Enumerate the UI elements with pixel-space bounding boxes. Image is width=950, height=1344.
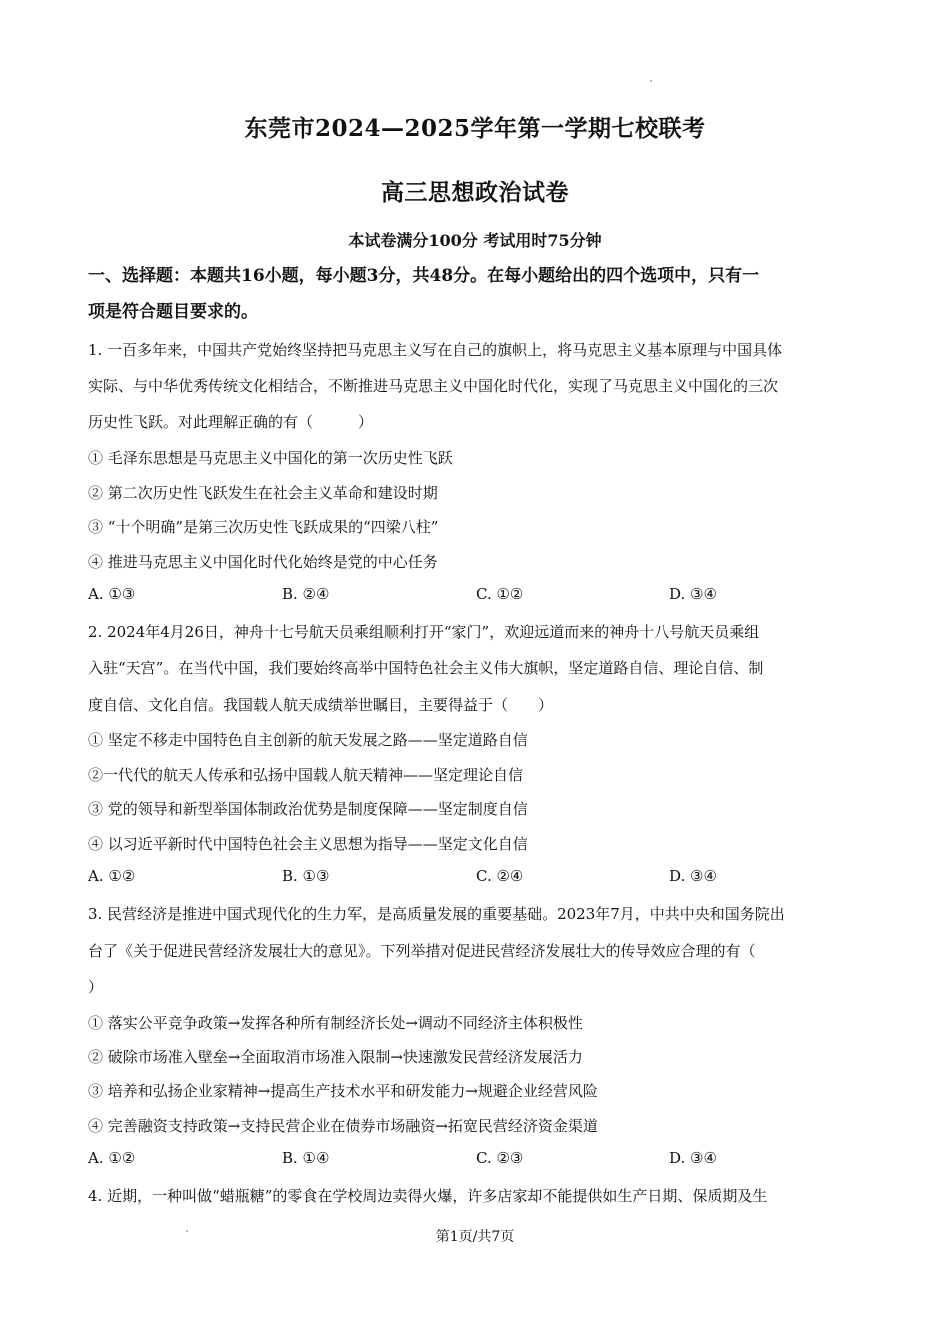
question-text: 实际、与中华优秀传统文化相结合，不断推进马克思主义中国化时代化，实现了马克思主义中国化的三次 — [88, 377, 779, 395]
statement-item: ② 第二次历史性飞跃发生在社会主义革命和建设时期 — [88, 484, 438, 502]
statement-item: ④ 完善融资支持政策→支持民营企业在债券市场融资→拓宽民营经济资金渠道 — [88, 1117, 598, 1135]
statement-item: ④ 以习近平新时代中国特色社会主义思想为指导——坚定文化自信 — [88, 835, 528, 853]
statement-item: ③ “十个明确”是第三次历史性飞跃成果的“四梁八柱” — [88, 518, 439, 536]
statement-item: ② 破除市场准入壁垒→全面取消市场准入限制→快速激发民营经济发展活力 — [88, 1048, 583, 1066]
question-text: 1. 一百多年来，中国共产党始终坚持把马克思主义写在自己的旗帜上，将马克思主义基本原理与中国具体 — [88, 341, 783, 359]
exam-title: 东莞市2024—2025学年第一学期七校联考 — [244, 115, 706, 142]
question-text: 3. 民营经济是推进中国式现代化的生力军，是高质量发展的重要基础。2023年7月，中共中央和国务院出 — [88, 905, 785, 923]
question-text: 入驻“天宫”。在当代中国，我们要始终高举中国特色社会主义伟大旗帜，坚定道路自信、理论自信、制 — [88, 659, 764, 677]
statement-item: ④ 推进马克思主义中国化时代化始终是党的中心任务 — [88, 553, 438, 571]
statement-item: ③ 培养和弘扬企业家精神→提高生产技术水平和研发能力→规避企业经营风险 — [88, 1082, 598, 1100]
answer-option-b: B. ②④ — [282, 585, 330, 603]
question-text: 度自信、文化自信。我国载人航天成绩举世瞩目，主要得益于（ ） — [88, 696, 554, 714]
question-text: 台了《关于促进民营经济发展壮大的意见》。下列举措对促进民营经济发展壮大的传导效应合理的有（ — [88, 942, 756, 960]
question-text: 历史性飞跃。对此理解正确的有（ ） — [88, 413, 374, 431]
answer-option-a: A. ①② — [88, 867, 136, 885]
exam-info: 本试卷满分100分 考试用时75分钟 — [348, 231, 602, 250]
section-heading-line-2: 项是符合题目要求的。 — [88, 302, 258, 322]
section-heading-line-1: 一、选择题：本题共16小题，每小题3分，共48分。在每小题给出的四个选项中，只有一 — [88, 266, 760, 286]
answer-option-b: B. ①④ — [282, 1149, 330, 1167]
statement-item: ① 坚定不移走中国特色自主创新的航天发展之路——坚定道路自信 — [88, 731, 528, 749]
answer-option-b: B. ①③ — [282, 867, 330, 885]
answer-option-c: C. ②④ — [476, 867, 524, 885]
answer-option-d: D. ③④ — [669, 585, 717, 603]
scan-speck — [650, 80, 652, 82]
exam-subject: 高三思想政治试卷 — [381, 179, 569, 206]
question-text: 2. 2024年4月26日，神舟十七号航天员乘组顺利打开“家门”，欢迎远道而来的神舟十八号航天员乘组 — [88, 623, 760, 641]
answer-option-c: C. ①② — [476, 585, 524, 603]
answer-option-c: C. ②③ — [476, 1149, 524, 1167]
answer-option-a: A. ①③ — [88, 585, 136, 603]
statement-item: ③ 党的领导和新型举国体制政治优势是制度保障——坚定制度自信 — [88, 800, 528, 818]
answer-option-a: A. ①② — [88, 1149, 136, 1167]
answer-option-d: D. ③④ — [669, 1149, 717, 1167]
statement-item: ① 落实公平竞争政策→发挥各种所有制经济长处→调动不同经济主体积极性 — [88, 1014, 583, 1032]
question-text: ） — [88, 978, 104, 996]
answer-option-d: D. ③④ — [669, 867, 717, 885]
statement-item: ① 毛泽东思想是马克思主义中国化的第一次历史性飞跃 — [88, 449, 453, 467]
statement-item: ②一代代的航天人传承和弘扬中国载人航天精神——坚定理论自信 — [88, 766, 524, 784]
page-number: 第1页/共7页 — [435, 1229, 515, 1245]
question-text: 4. 近期，一种叫做“蜡瓶糖”的零食在学校周边卖得火爆，许多店家却不能提供如生产日期、保质期及生 — [88, 1187, 768, 1205]
